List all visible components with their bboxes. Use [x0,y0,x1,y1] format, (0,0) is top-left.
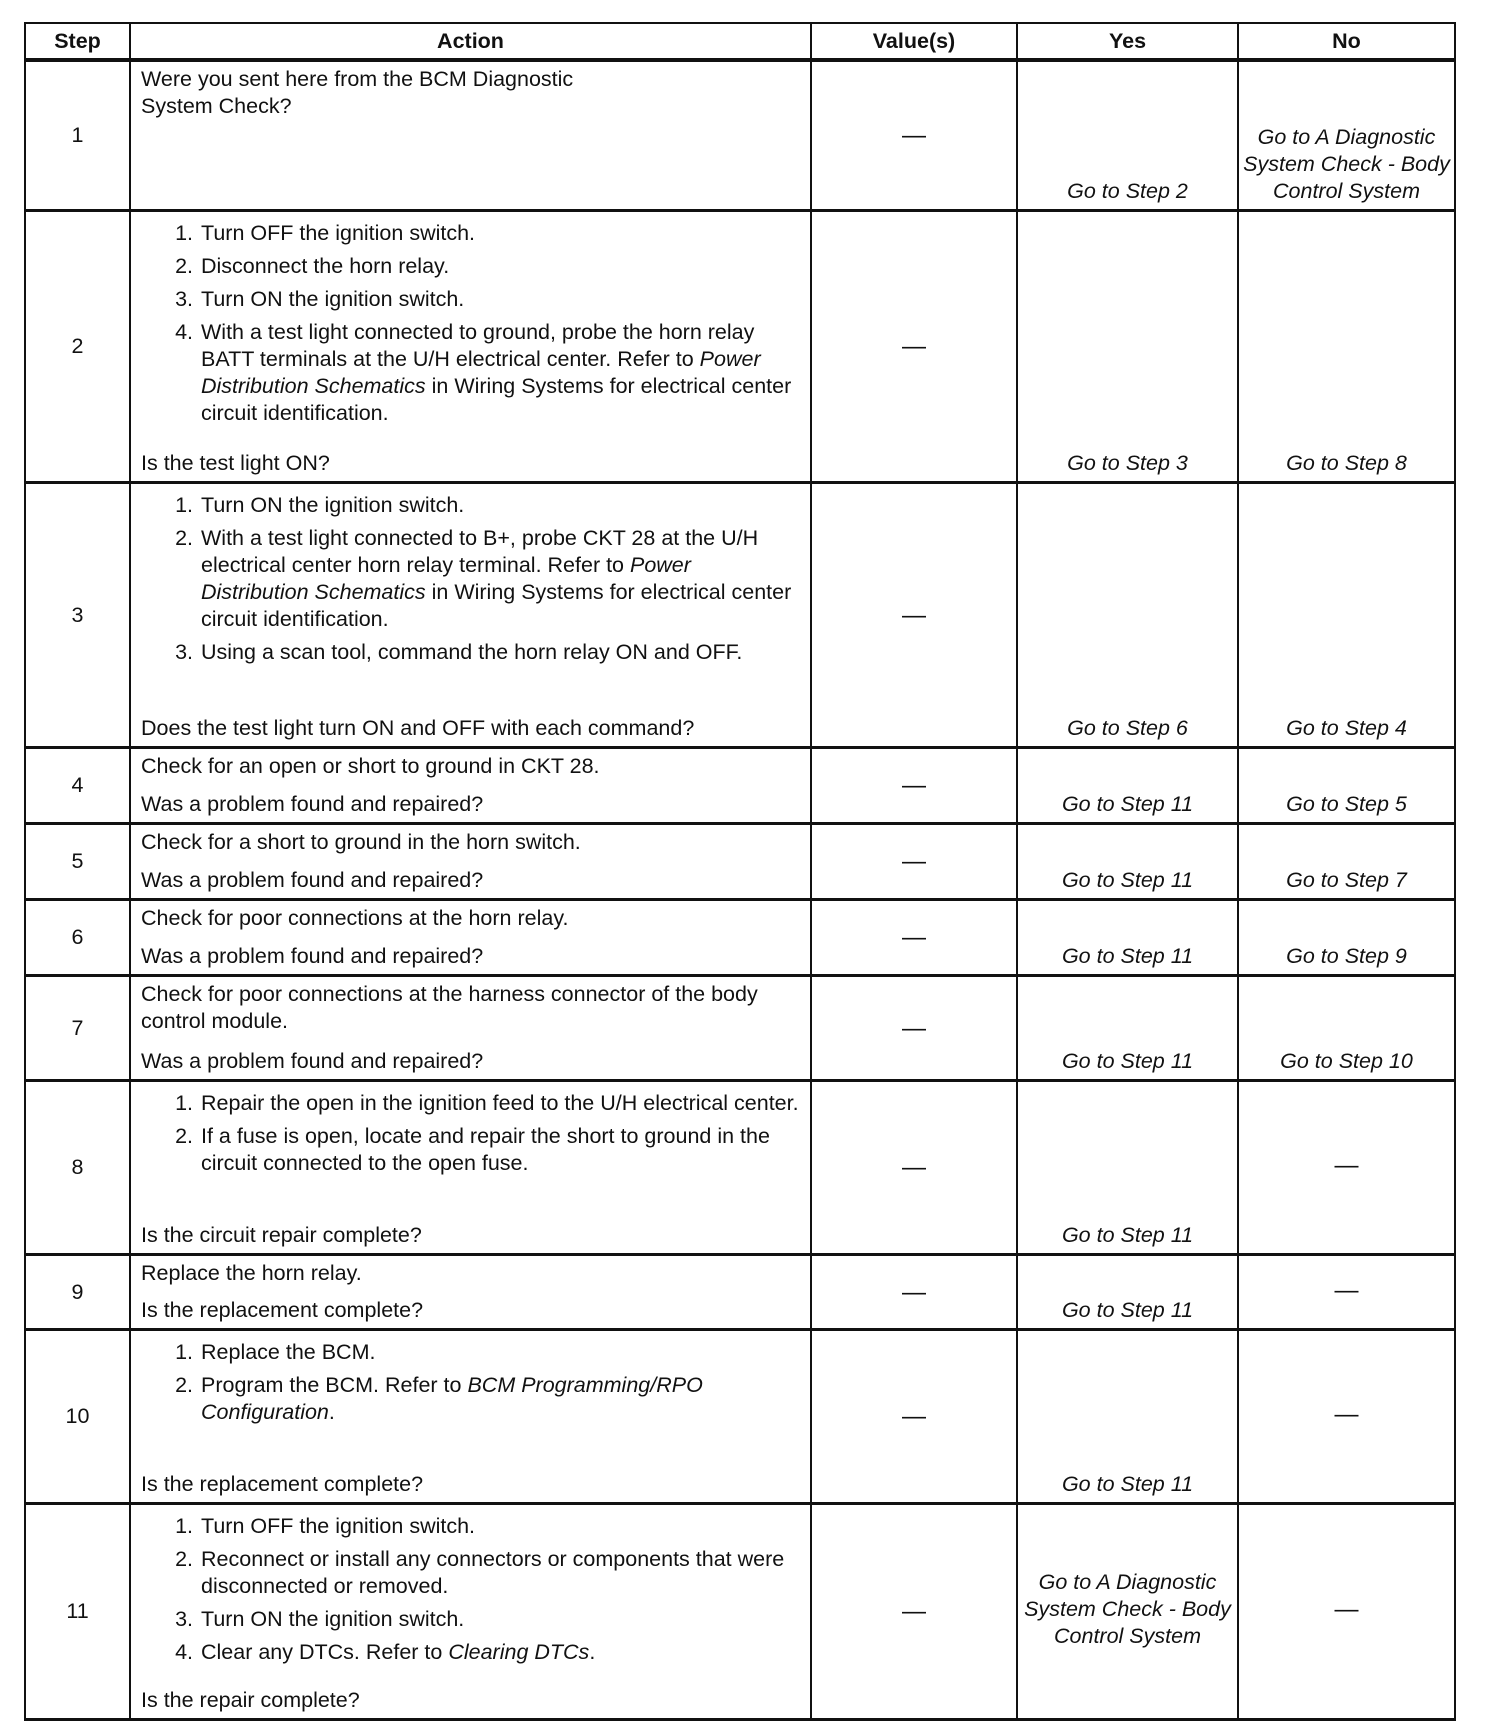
value-cell: — [811,824,1017,900]
action-question: Was a problem found and repaired? [141,1049,484,1073]
step-number: 6 [25,900,130,976]
list-number: 2. [175,1547,193,1571]
text-segment: Power Distribution Schematics [201,553,691,604]
list-item [141,286,802,313]
text-segment: Turn ON the ignition switch. [201,287,465,311]
action-text: Were you sent here from the BCM Diagnostic [141,67,574,91]
step-number: 5 [25,824,130,900]
text-segment: Turn OFF the ignition switch. [201,221,476,245]
list-item [141,1513,802,1540]
yes-cell: Go to Step 11 [1017,1330,1238,1504]
text-segment: Turn ON the ignition switch. [201,493,465,517]
list-number: 1. [175,493,193,517]
step-number: 10 [25,1330,130,1504]
action-question: Was a problem found and repaired? [141,944,484,968]
step-number: 9 [25,1255,130,1330]
list-item [141,1372,802,1426]
list-item [141,1546,802,1600]
list-item [141,1639,802,1666]
list-number: 4. [175,320,193,344]
text-segment: Power Distribution Schematics [201,347,761,398]
table-row [25,1504,1455,1720]
text-segment: . [328,1400,335,1424]
action-question: Does the test light turn ON and OFF with each command? [141,716,695,740]
table-row [25,1330,1455,1504]
list-item [141,639,802,666]
value-cell: — [811,1504,1017,1720]
list-item [141,319,802,427]
list-item [141,1090,802,1117]
step-number: 8 [25,1081,130,1255]
list-text [201,253,449,280]
action-steps-list [141,1090,802,1177]
yes-cell: Go to Step 11 [1017,976,1238,1081]
list-text [201,319,802,427]
table-row [25,976,1455,1081]
text-segment: Program the BCM. Refer to [201,1373,468,1397]
table-row [25,824,1455,900]
value-cell: — [811,1330,1017,1504]
list-item [141,220,802,247]
step-number: 1 [25,60,130,211]
action-steps-list [141,1339,802,1426]
text-segment: With a test light connected to ground, probe the horn relay BATT terminals at the U/H electrical center. Refer to [201,320,755,371]
action-text: Check for poor connections at the horn relay. [141,906,569,930]
no-cell: Go to Step 8 [1238,211,1455,483]
action-text: Check for poor connections at the harness connector of the body control module. [141,982,758,1033]
action-question: Was a problem found and repaired? [141,868,484,892]
action-text: Replace the horn relay. [141,1261,362,1285]
list-text [201,220,475,247]
yes-cell: Go to Step 11 [1017,1255,1238,1330]
value-cell: — [811,60,1017,211]
list-text [201,1123,802,1177]
text-segment: in Wiring Systems for electrical center circuit identification. [201,374,792,425]
list-item [141,1123,802,1177]
value-cell: — [811,211,1017,483]
text-segment: Replace the BCM. [201,1340,376,1364]
no-cell [1238,60,1455,211]
list-number: 4. [175,1640,193,1664]
header-values: Value(s) [811,23,1017,60]
step-number: 3 [25,483,130,748]
table-row [25,748,1455,824]
list-text [201,1513,475,1540]
no-cell: Go to Step 7 [1238,824,1455,900]
text-segment: Clearing DTCs [448,1640,590,1664]
table-row [25,1255,1455,1330]
no-cell: — [1238,1255,1455,1330]
value-cell: — [811,483,1017,748]
action-steps-list [141,220,802,427]
list-item [141,492,802,519]
yes-cell: Go to Step 3 [1017,211,1238,483]
list-item [141,525,802,633]
text-segment: Turn OFF the ignition switch. [201,1514,476,1538]
text-segment: . [589,1640,596,1664]
no-cell: Go to Step 9 [1238,900,1455,976]
yes-cell: Go to Step 6 [1017,483,1238,748]
list-number: 1. [175,221,193,245]
text-segment: If a fuse is open, locate and repair the short to ground in the circuit connected to the open fuse. [201,1124,770,1175]
table-row [25,1081,1455,1255]
action-question: Is the replacement complete? [141,1472,424,1496]
list-number: 2. [175,1124,193,1148]
list-item [141,1339,802,1366]
action-question: Is the replacement complete? [141,1298,424,1322]
action-cell [130,900,811,976]
yes-cell: Go to Step 11 [1017,900,1238,976]
text-segment: Clear any DTCs. Refer to [201,1640,449,1664]
no-cell: Go to Step 10 [1238,976,1455,1081]
yes-cell: Go to Step 11 [1017,1081,1238,1255]
yes-cell: Go to Step 11 [1017,748,1238,824]
table-row [25,483,1455,748]
step-number: 4 [25,748,130,824]
action-text: System Check? [141,94,292,118]
list-text [201,1090,799,1117]
text-segment: Repair the open in the ignition feed to the U/H electrical center. [201,1091,799,1115]
step-number: 11 [25,1504,130,1720]
table-row [25,211,1455,483]
action-question: Is the repair complete? [141,1688,360,1712]
value-cell: — [811,1081,1017,1255]
list-text [201,525,802,633]
list-text [201,492,464,519]
action-cell [130,483,811,748]
text-segment: Go to [1038,1570,1097,1594]
header-yes: Yes [1017,23,1238,60]
list-text [201,1339,375,1366]
value-cell: — [811,748,1017,824]
list-item [141,253,802,280]
list-number: 2. [175,1373,193,1397]
text-segment: With a test light connected to B+, probe CKT 28 at the U/H electrical center horn relay terminal. Refer to [201,526,759,577]
no-cell: — [1238,1330,1455,1504]
list-text [201,286,464,313]
action-cell [130,1255,811,1330]
value-cell: — [811,976,1017,1081]
list-text [201,639,742,666]
step-number: 7 [25,976,130,1081]
no-cell: Go to Step 4 [1238,483,1455,748]
table-row [25,900,1455,976]
list-number: 2. [175,526,193,550]
yes-cell [1017,1504,1238,1720]
text-segment: Turn ON the ignition switch. [201,1607,465,1631]
action-steps-list [141,1513,802,1666]
action-cell [130,976,811,1081]
text-segment: A Diagnostic System Check - Body Control System [1024,1570,1231,1648]
list-text [201,1372,802,1426]
action-text: Check for an open or short to ground in CKT 28. [141,754,600,778]
list-item [141,1606,802,1633]
text-segment: A Diagnostic System Check - Body Control System [1243,125,1450,203]
action-cell [130,1081,811,1255]
text-segment: Go to [1257,125,1316,149]
action-question: Is the test light ON? [141,451,330,475]
action-question: Was a problem found and repaired? [141,792,484,816]
value-cell: — [811,1255,1017,1330]
text-segment: in Wiring Systems for electrical center circuit identification. [201,580,792,631]
action-cell [130,1330,811,1504]
action-cell [130,211,811,483]
list-text [201,1546,802,1600]
text-segment: Reconnect or install any connectors or components that were disconnected or removed. [201,1547,785,1598]
action-cell [130,60,811,211]
text-segment: Disconnect the horn relay. [201,254,450,278]
no-cell: — [1238,1504,1455,1720]
list-number: 1. [175,1514,193,1538]
list-number: 3. [175,1607,193,1631]
action-steps-list [141,492,802,666]
list-number: 1. [175,1340,193,1364]
text-segment: Using a scan tool, command the horn relay ON and OFF. [201,640,743,664]
action-cell [130,1504,811,1720]
diagnostic-table [24,22,1456,1721]
yes-cell: Go to Step 11 [1017,824,1238,900]
header-step: Step [25,23,130,60]
list-number: 1. [175,1091,193,1115]
yes-cell: Go to Step 2 [1017,60,1238,211]
list-number: 3. [175,287,193,311]
text-segment: BCM Programming/RPO Configuration [201,1373,703,1424]
list-text [201,1639,595,1666]
no-cell: Go to Step 5 [1238,748,1455,824]
header-row [25,23,1455,60]
action-cell [130,748,811,824]
header-no: No [1238,23,1455,60]
action-cell [130,824,811,900]
header-action: Action [130,23,811,60]
list-number: 2. [175,254,193,278]
action-question: Is the circuit repair complete? [141,1223,422,1247]
no-cell: — [1238,1081,1455,1255]
list-text [201,1606,464,1633]
value-cell: — [811,900,1017,976]
action-text: Check for a short to ground in the horn switch. [141,830,581,854]
table-row [25,60,1455,211]
step-number: 2 [25,211,130,483]
list-number: 3. [175,640,193,664]
